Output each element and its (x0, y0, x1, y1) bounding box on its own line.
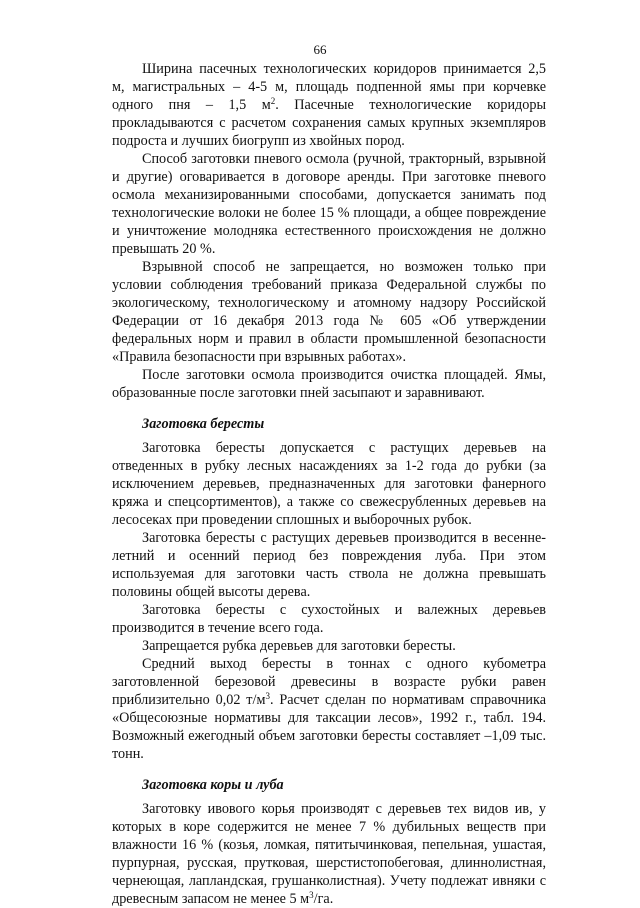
paragraph (112, 655, 546, 763)
text-run: . Пасечные технологические коридоры прокладываются с расчетом сохранения самых крупных экземпляров подроста и лучших биогрупп из хвойных пород. (112, 97, 546, 149)
section-heading (112, 415, 546, 433)
text-run: Средний выход бересты в тоннах с одного кубометра заготовленной березовой древесины в возрасте рубки равен приблизительно 0,02 т/м (112, 656, 546, 708)
text-run: Запрещается рубка деревьев для заготовки бересты. (142, 638, 456, 654)
paragraph (112, 601, 546, 637)
paragraph (112, 529, 546, 601)
paragraph (112, 800, 546, 908)
paragraph (112, 258, 546, 366)
section-heading (112, 776, 546, 794)
superscript: 3 (309, 890, 314, 900)
paragraph (112, 637, 546, 655)
text-run: Заготовка коры и луба (142, 777, 284, 793)
superscript: 2 (270, 96, 276, 106)
text-run: Способ заготовки пневого осмола (ручной, тракторный, взрывной и другие) оговаривается в договоре аренды. При заготовке пневого осмола механизированными способами, допускается занимать под технологические волоки не более 15 % площади, а общее повреждение и уничтожение молодняка естественного происхождения не должно превышать 20 %. (112, 151, 546, 257)
paragraph (112, 439, 546, 529)
paragraph (112, 60, 546, 150)
superscript: 3 (265, 691, 270, 701)
paragraph (112, 150, 546, 258)
paragraph (112, 366, 546, 402)
page-number: 66 (313, 42, 327, 57)
text-run: /га. (313, 891, 334, 907)
text-run: Заготовка бересты (142, 416, 265, 432)
document-body (112, 60, 546, 908)
text-run: Заготовку ивового корья производят с деревьев тех видов ив, у которых в коре содержится не менее 7 % дубильных веществ при влажности 16 % (козья, ломкая, пятитычинковая, пепельная, ушастая, пурпурная, русская, прутковая, шерстистопобеговая, длиннолистная, чернеющая, лапландская, грушанколистная). Учету подлежат ивняки с древесным запасом не менее 5 м (112, 801, 546, 907)
text-run: Заготовка бересты с сухостойных и валежных деревьев производится в течение всего года. (112, 602, 546, 636)
text-run: Заготовка бересты с растущих деревьев производится в весенне-летний и осенний период без повреждения луба. При этом используемая для заготовки часть ствола не должна превышать половины общей высоты дерева. (112, 530, 546, 600)
text-run: После заготовки осмола производится очистка площадей. Ямы, образованные после заготовки пней засыпают и заравнивают. (112, 367, 546, 401)
text-run: Ширина пасечных технологических коридоров принимается 2,5 м, магистральных – 4-5 м, площадь подпенной ямы при корчевке одного пня – 1,5 м (112, 61, 546, 113)
text-run: . Расчет сделан по нормативам справочника «Общесоюзные нормативы для таксации лесов», 1992 г., табл. 194. Возможный ежегодный объем заготовки бересты составляет –1,09 тыс. тонн. (112, 692, 546, 762)
text-run: Заготовка бересты допускается с растущих деревьев на отведенных в рубку лесных насаждениях за 1-2 года до рубки (за исключением деревьев, предназначенных для заготовки фанерного кряжа и спецсортиментов), а также со свежесрубленных деревьев на лесосеках при проведении сплошных и выборочных рубок. (112, 440, 546, 528)
text-run: Взрывной способ не запрещается, но возможен только при условии соблюдения требований приказа Федеральной службы по экологическому, технологическому и атомному надзору Российской Федерации от 16 декабря 2013 года № 605 «Об утверждении федеральных норм и правил в области промышленной безопасности «Правила безопасности при взрывных работах». (112, 259, 546, 365)
